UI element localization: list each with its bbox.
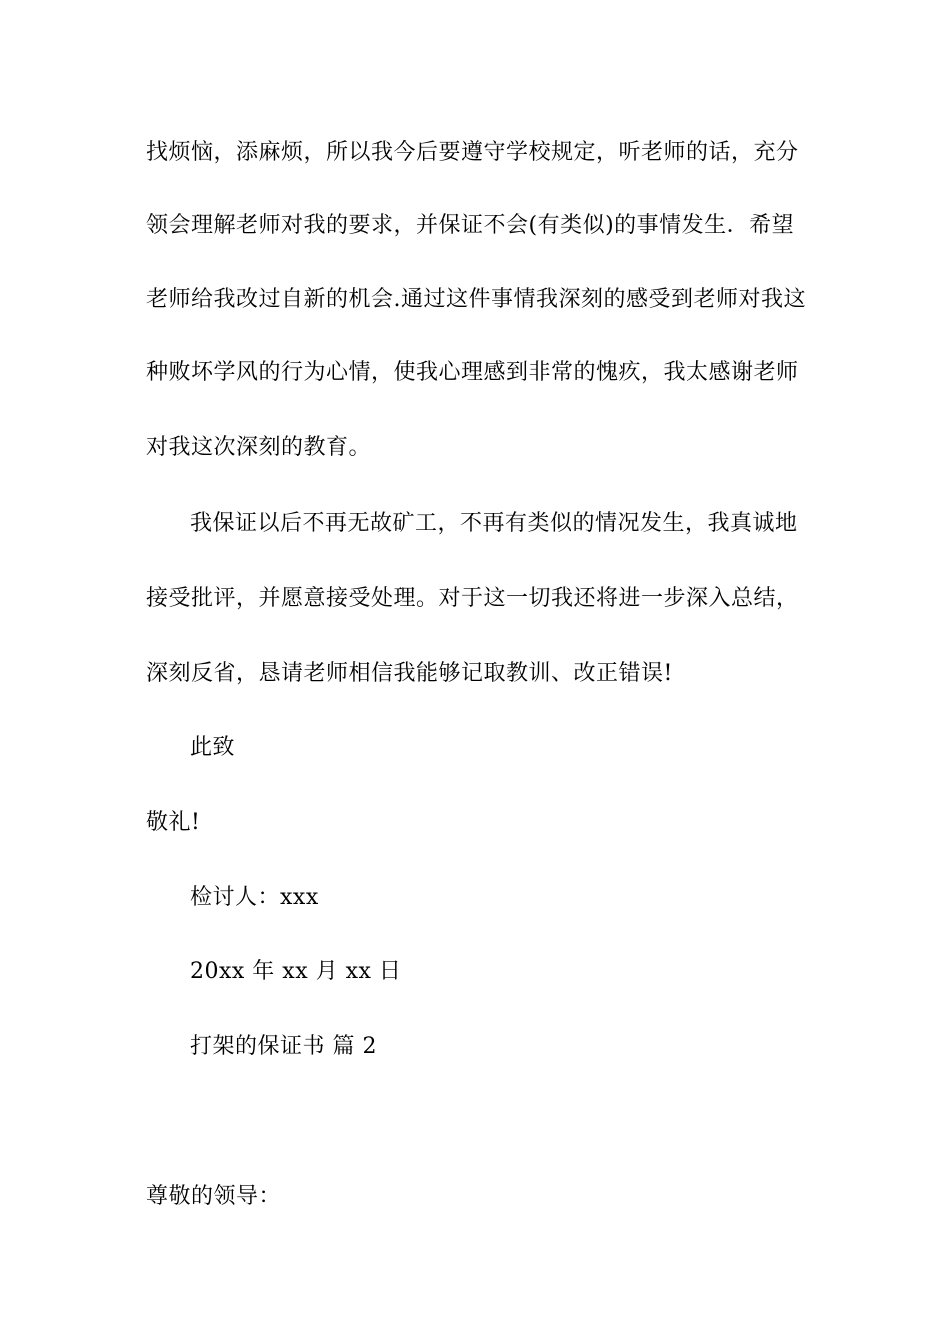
date-line: 20xx 年 xx 月 xx 日 [190,959,402,984]
greeting-line: 尊敬的领导： [146,1184,282,1209]
paragraph-line: 我保证以后不再无故矿工，不再有类似的情况发生，我真诚地 [190,511,798,536]
paragraph-line: 种败坏学风的行为心情，使我心理感到非常的愧疚，我太感谢老师 [146,360,799,385]
paragraph-line: 领会理解老师对我的要求，并保证不会(有类似)的事情发生．希望 [146,213,795,238]
section-heading: 打架的保证书 篇 2 [190,1034,377,1059]
paragraph-line: 接受批评，并愿意接受处理。对于这一切我还将进一步深入总结， [146,586,799,611]
paragraph-line: 对我这次深刻的教育。 [146,435,372,460]
paragraph-line: 老师给我改过自新的机会.通过这件事情我深刻的感受到老师对我这 [146,287,806,312]
closing-regards: 敬礼! [146,810,201,835]
paragraph-line: 深刻反省，恳请老师相信我能够记取教训、改正错误! [146,661,673,686]
paragraph-line: 找烦恼，添麻烦，所以我今后要遵守学校规定，听老师的话，充分 [146,140,799,165]
signature-line: 检讨人：xxx [190,885,319,910]
closing-salutation: 此致 [190,735,236,760]
